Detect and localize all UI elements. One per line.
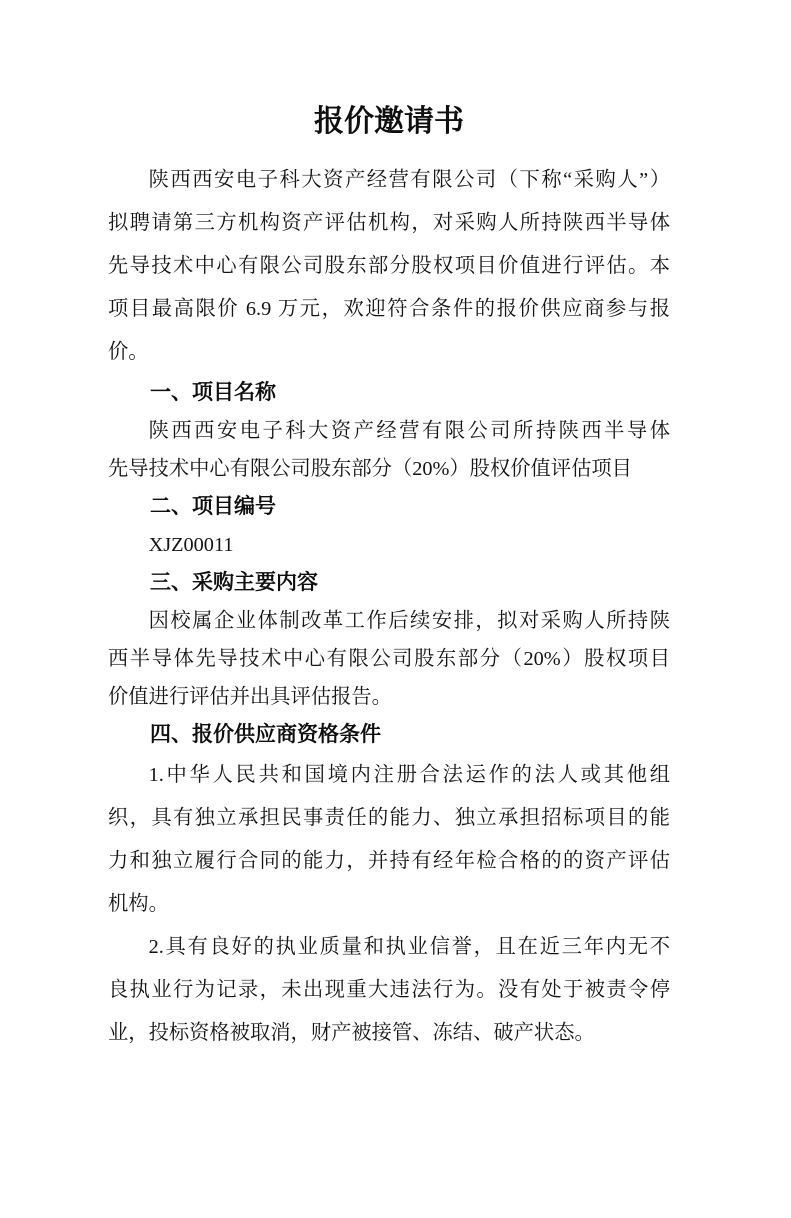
paragraph-line: 力和独立履行合同的能力，并持有经年检合格的的资产评估 [108, 850, 670, 872]
paragraph-line: 先导技术中心有限公司股东部分股权项目价值进行评估。本 [108, 255, 670, 277]
paragraph-line: 1.中华人民共和国境内注册合法运作的法人或其他组 [148, 764, 670, 786]
paragraph-line: 2.具有良好的执业质量和执业信誉，且在近三年内无不 [148, 936, 670, 958]
paragraph-line: 西半导体先导技术中心有限公司股东部分（20%）股权项目 [108, 648, 670, 670]
project-number-line: XJZ00011 [148, 534, 234, 556]
paragraph-line: 先导技术中心有限公司股东部分（20%）股权价值评估项目 [108, 458, 632, 480]
section-1-paragraph [108, 412, 670, 488]
section-2-paragraph [108, 526, 670, 564]
paragraph-line: 陕西西安电子科大资产经营有限公司（下称“采购人”） [148, 169, 670, 191]
intro-paragraph [108, 159, 670, 374]
section-4-heading: 四、报价供应商资格条件 [150, 723, 381, 746]
document-title: 报价邀请书 [314, 105, 464, 138]
paragraph-line: 项目最高限价 6.9 万元，欢迎符合条件的报价供应商参与报 [108, 298, 670, 320]
document-page [0, 102, 791, 1218]
section-3-heading: 三、采购主要内容 [150, 571, 318, 594]
section-2-heading: 二、项目编号 [150, 495, 276, 518]
paragraph-line: 拟聘请第三方机构资产评估机构，对采购人所持陕西半导体 [108, 212, 670, 234]
paragraph-line: 织，具有独立承担民事责任的能力、独立承担招标项目的能 [108, 807, 670, 829]
paragraph-line: 因校属企业体制改革工作后续安排，拟对采购人所持陕 [148, 610, 670, 632]
paragraph-line: 机构。 [108, 893, 169, 915]
section-4-paragraph-1 [108, 754, 670, 926]
section-1-heading: 一、项目名称 [150, 381, 276, 404]
paragraph-line: 良执业行为记录，未出现重大违法行为。没有处于被责令停 [108, 979, 670, 1001]
paragraph-line: 价值进行评估并出具评估报告。 [108, 686, 392, 708]
paragraph-line: 价。 [108, 341, 149, 363]
section-3-paragraph [108, 602, 670, 716]
paragraph-line: 陕西西安电子科大资产经营有限公司所持陕西半导体 [148, 420, 670, 442]
paragraph-line: 业，投标资格被取消，财产被接管、冻结、破产状态。 [108, 1022, 595, 1044]
section-4-paragraph-2 [108, 926, 670, 1055]
